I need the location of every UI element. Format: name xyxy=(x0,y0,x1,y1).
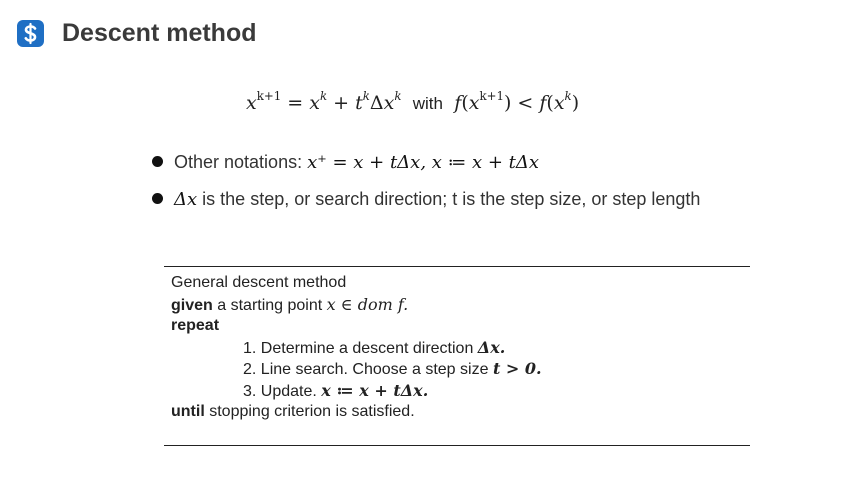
update-rule: $x^{k+1} = x^k + t^k\Delta x^k$ xyxy=(246,89,402,114)
step-math: x ≔ x + tΔx. xyxy=(321,380,429,400)
step-text: 2. Line search. Choose a step size xyxy=(243,361,489,378)
algorithm-given-line xyxy=(171,294,542,316)
bullet-math: x⁺ = x + tΔx, x ≔ x + tΔx xyxy=(307,152,540,173)
list-item xyxy=(152,185,792,222)
until-text: stopping criterion is satisfied. xyxy=(209,403,415,420)
update-formula xyxy=(246,89,580,115)
algorithm-until-line xyxy=(171,401,542,423)
dollar-sign-icon xyxy=(17,20,44,47)
step-math: t > 0. xyxy=(492,359,542,378)
until-keyword: until xyxy=(171,403,205,420)
bullet-math: Δx xyxy=(174,189,198,210)
bullet-dot xyxy=(152,193,163,204)
given-math: x ∈ dom f. xyxy=(326,294,409,314)
algorithm-box xyxy=(171,272,542,423)
bullet-text: Other notations: xyxy=(174,152,303,172)
algorithm-step xyxy=(171,380,542,402)
repeat-keyword: repeat xyxy=(171,317,220,334)
algorithm-bottom-rule xyxy=(164,445,750,446)
step-math: Δx. xyxy=(477,337,506,357)
logo xyxy=(17,20,44,47)
step-text: 3. Update. xyxy=(243,382,317,400)
bullet-text: is the step, or search direction; t is the step size, or step length xyxy=(202,189,701,209)
algorithm-step xyxy=(171,358,542,380)
given-text: a starting point xyxy=(217,296,323,314)
algorithm-heading: General descent method xyxy=(171,274,347,291)
page-title: Descent method xyxy=(62,19,257,47)
step-text: 1. Determine a descent direction xyxy=(243,339,474,357)
algorithm-top-rule xyxy=(164,266,750,267)
bullet-list xyxy=(152,148,792,222)
descent-condition: $f(x^{k+1}) < f(x^k)$ xyxy=(454,89,580,114)
with-label: with xyxy=(412,94,443,113)
algorithm-repeat-line xyxy=(171,315,542,337)
list-item xyxy=(152,148,792,185)
given-keyword: given xyxy=(171,296,213,314)
algorithm-step xyxy=(171,337,542,359)
bullet-dot xyxy=(152,156,163,167)
